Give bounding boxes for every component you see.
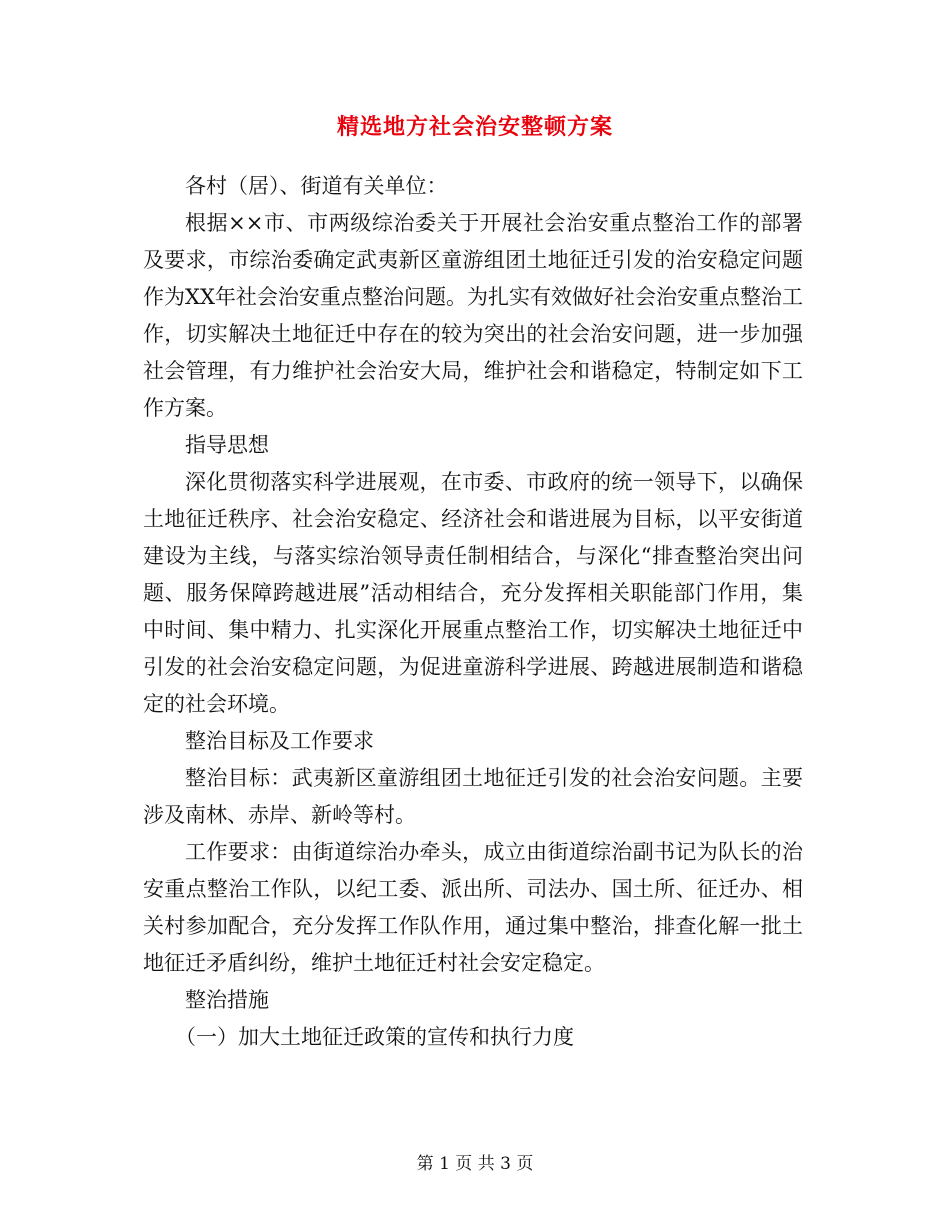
intro-paragraph: 根据××市、市两级综治委关于开展社会治安重点整治工作的部署及要求，市综治委确定武夷新区童游组团土地征迁引发的治安稳定问题作为XX年社会治安重点整治问题。为扎实有效做好社会治安重点整治工作，切实解决土地征迁中存在的较为突出的社会治安问题，进一步加强社会管理，有力维护社会治安大局，维护社会和谐稳定，特制定如下工作方案。 (143, 211, 803, 420)
guiding-thought-paragraph: 深化贯彻落实科学进展观，在市委、市政府的统一领导下，以确保土地征迁秩序、社会治安稳定、经济社会和谐进展为目标，以平安街道建设为主线，与落实综治领导责任制相结合，与深化“排查整治突出问题、服务保障跨越进展”活动相结合，充分发挥相关职能部门作用，集中时间、集中精力、扎实深化开展重点整治工作，切实解决土地征迁中引发的社会治安稳定问题，为促进童游科学进展、跨越进展制造和谐稳定的社会环境。 (143, 470, 803, 716)
salutation: 各村（居）、街道有关单位： (185, 174, 448, 198)
page-footer (0, 1152, 950, 1176)
page-number: 第 1 页 共 3 页 (416, 1154, 534, 1174)
requirements-paragraph: 工作要求：由街道综治办牵头，成立由街道综治副书记为队长的治安重点整治工作队，以纪工委、派出所、司法办、国土所、征迁办、相关村参加配合，充分发挥工作队作用，通过集中整治，排查化解一批土地征迁矛盾纠纷，维护土地征迁村社会安定稳定。 (143, 840, 803, 975)
section-heading-guiding-thought: 指导思想 (185, 433, 269, 457)
section-heading-measures: 整治措施 (185, 988, 269, 1012)
document-body (143, 168, 803, 1056)
measure-item-1: （一）加大土地征迁政策的宣传和执行力度 (175, 1025, 574, 1049)
section-heading-goals: 整治目标及工作要求 (185, 729, 374, 753)
goals-paragraph: 整治目标：武夷新区童游组团土地征迁引发的社会治安问题。主要涉及南林、赤岸、新岭等村。 (143, 766, 803, 827)
document-title: 精选地方社会治安整顿方案 (336, 114, 613, 140)
